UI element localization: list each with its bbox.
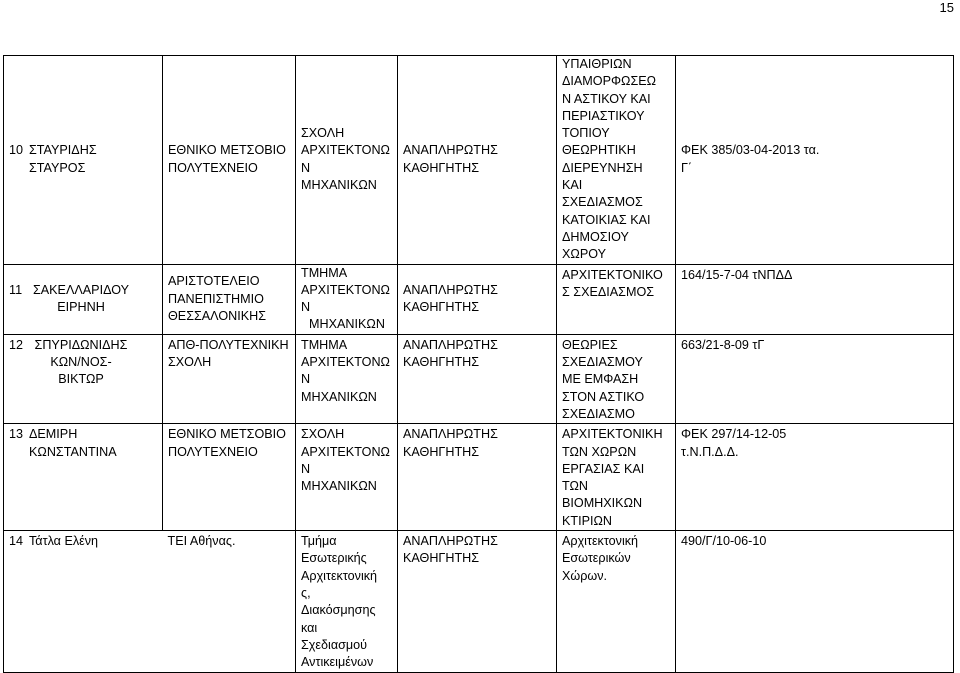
name-line: ΣΤΑΥΡΙΔΗΣ [29, 143, 97, 158]
field-line: ΘΕΩΡΗΤΙΚΗ [562, 143, 636, 158]
department-line: ΑΡΧΙΤΕΚΤΟΝΩ [301, 355, 390, 370]
field-line: ΤΩΝ [562, 479, 588, 494]
institution-cell [163, 334, 296, 423]
institution-line: ΠΟΛΥΤΕΧΝΕΙΟ [168, 444, 258, 459]
department-line: ΣΧΟΛΗ [301, 427, 345, 442]
rank-line: ΚΑΘΗΓΗΤΗΣ [403, 300, 480, 315]
field-line: ΚΑΙ [562, 178, 583, 193]
field-line: ΘΕΩΡΙΕΣ [562, 337, 618, 352]
rank-line: ΚΑΘΗΓΗΤΗΣ [403, 160, 480, 175]
field-line: ΤΩΝ ΧΩΡΩΝ [562, 444, 637, 459]
name-line: ΣΠΥΡΙΔΩΝΙΔΗΣ [34, 337, 128, 352]
name-cell [4, 424, 163, 531]
department-line: ΜΗΧΑΝΙΚΩΝ [309, 317, 385, 332]
department-line: ΣΧΟΛΗ [301, 126, 345, 141]
department-cell [296, 264, 398, 334]
field-line: ΤΟΠΙΟΥ [562, 126, 610, 141]
field-line: ΣΤΟΝ ΑΣΤΙΚΟ [562, 389, 645, 404]
department-line: ΜΗΧΑΝΙΚΩΝ [301, 389, 377, 404]
name-line: Τάτλα Ελένη [29, 534, 99, 549]
row-number: 10 [9, 143, 24, 158]
field-line: ΑΡΧΙΤΕΚΤΟΝΙΚΗ [562, 427, 663, 442]
department-line: ΑΡΧΙΤΕΚΤΟΝΩ [301, 143, 390, 158]
department-line: ΑΡΧΙΤΕΚΤΟΝΩ [301, 282, 390, 297]
institution-cell [163, 264, 296, 334]
field-line: ΑΡΧΙΤΕΚΤΟΝΙΚΟ [562, 267, 663, 282]
department-line: Αρχιτεκτονική [301, 568, 378, 583]
rank-line: ΑΝΑΠΛΗΡΩΤΗΣ [403, 534, 498, 549]
department-cell [296, 531, 398, 673]
gazette-line: 663/21-8-09 τΓ [681, 337, 765, 352]
field-line: ΜΕ ΕΜΦΑΣΗ [562, 372, 639, 387]
field-line: Σ ΣΧΕΔΙΑΣΜΟΣ [562, 284, 655, 299]
row-number: 11 [9, 282, 23, 297]
gazette-cell [676, 264, 954, 334]
department-line: Ν [301, 160, 311, 175]
rank-line: ΑΝΑΠΛΗΡΩΤΗΣ [403, 143, 498, 158]
table-row [4, 334, 954, 423]
row-number: 12 [9, 337, 24, 352]
gazette-cell [676, 334, 954, 423]
field-line: ΔΗΜΟΣΙΟΥ [562, 229, 629, 244]
table-row [4, 531, 954, 673]
name-line: ΣΑΚΕΛΛΑΡΙΔΟΥ [32, 282, 130, 297]
institution-line: ΤΕΙ Αθήνας. [167, 534, 236, 549]
name-line: ΔΕΜΙΡΗ [29, 427, 78, 442]
gazette-cell [676, 424, 954, 531]
gazette-line: ΦΕΚ 385/03-04-2013 τα. [681, 143, 820, 158]
gazette-line: 490/Γ/10-06-10 [681, 534, 767, 549]
department-cell [296, 424, 398, 531]
field-cell [557, 424, 676, 531]
gazette-line: 164/15-7-04 τΝΠΔΔ [681, 267, 793, 282]
department-line: Σχεδιασμού [301, 637, 368, 652]
field-line: Ν ΑΣΤΙΚΟΥ ΚΑΙ [562, 91, 651, 106]
row-number: 14 [9, 534, 24, 549]
rank-cell [398, 334, 557, 423]
rank-line: ΑΝΑΠΛΗΡΩΤΗΣ [403, 282, 498, 297]
rank-cell [398, 424, 557, 531]
field-line: ΚΤΙΡΙΩΝ [562, 513, 612, 528]
institution-line: ΠΑΝΕΠΙΣΤΗΜΙΟ [168, 291, 264, 306]
institution-line: ΕΘΝΙΚΟ ΜΕΤΣΟΒΙΟ [168, 143, 286, 158]
gazette-cell [676, 531, 954, 673]
department-line: ΤΜΗΜΑ [301, 337, 348, 352]
gazette-line: ΦΕΚ 297/14-12-05 [681, 427, 787, 442]
faculty-table [3, 55, 954, 673]
institution-line: ΠΟΛΥΤΕΧΝΕΙΟ [168, 160, 258, 175]
institution-cell [163, 424, 296, 531]
gazette-line: Γ΄ [681, 160, 693, 175]
institution-cell [163, 531, 296, 673]
rank-line: ΚΑΘΗΓΗΤΗΣ [403, 355, 480, 370]
table-row [4, 56, 954, 265]
field-cell [557, 264, 676, 334]
field-line: Αρχιτεκτονική [562, 534, 639, 549]
department-cell [296, 56, 398, 265]
rank-line: ΚΑΘΗΓΗΤΗΣ [403, 551, 480, 566]
rank-cell [398, 56, 557, 265]
department-line: ΜΗΧΑΝΙΚΩΝ [301, 178, 377, 193]
field-line: ΧΩΡΟΥ [562, 247, 607, 262]
department-line: Τμήμα [301, 534, 337, 549]
field-line: Χώρων. [562, 568, 608, 583]
department-line: ΤΜΗΜΑ [301, 265, 348, 280]
department-cell [296, 334, 398, 423]
department-line: Ν [301, 300, 311, 315]
name-line: ΕΙΡΗΝΗ [57, 300, 105, 315]
field-line: ΕΡΓΑΣΙΑΣ ΚΑΙ [562, 461, 645, 476]
field-line: ΥΠΑΙΘΡΙΩΝ [562, 57, 632, 71]
institution-line: ΑΠΘ-ΠΟΛΥΤΕΧΝΙΚΗ [168, 337, 289, 352]
name-line: ΚΩΝ/ΝΟΣ-ΒΙΚΤΩΡ [50, 355, 112, 387]
name-cell [4, 264, 163, 334]
name-cell [4, 531, 163, 673]
name-cell [4, 334, 163, 423]
field-line: ΔΙΕΡΕΥΝΗΣΗ [562, 160, 643, 175]
name-line: ΣΤΑΥΡΟΣ [29, 160, 86, 175]
field-cell [557, 334, 676, 423]
institution-cell [163, 56, 296, 265]
department-line: ΑΡΧΙΤΕΚΤΟΝΩ [301, 444, 390, 459]
gazette-line: τ.Ν.Π.Δ.Δ. [681, 444, 739, 459]
field-line: ΣΧΕΔΙΑΣΜΟΣ [562, 195, 643, 210]
institution-line: ΕΘΝΙΚΟ ΜΕΤΣΟΒΙΟ [168, 427, 286, 442]
department-line: ΜΗΧΑΝΙΚΩΝ [301, 479, 377, 494]
rank-cell [398, 264, 557, 334]
field-line: ΠΕΡΙΑΣΤΙΚΟΥ [562, 108, 645, 123]
rank-line: ΑΝΑΠΛΗΡΩΤΗΣ [403, 427, 498, 442]
page-number: 15 [939, 0, 954, 15]
department-line: Ν [301, 461, 311, 476]
name-cell [4, 56, 163, 265]
field-cell [557, 531, 676, 673]
field-line: Εσωτερικών [562, 551, 631, 566]
field-line: ΣΧΕΔΙΑΣΜΟ [562, 406, 635, 421]
department-line: Διακόσμησης [301, 603, 376, 618]
department-line: ς, [301, 585, 311, 600]
field-line: ΒΙΟΜΗΧΙΚΩΝ [562, 496, 643, 511]
department-line: και [301, 620, 318, 635]
department-line: Ν [301, 372, 311, 387]
name-line: ΚΩΝΣΤΑΝΤΙΝΑ [29, 444, 117, 459]
department-line: Εσωτερικής [301, 551, 367, 566]
table-row [4, 424, 954, 531]
field-line: ΔΙΑΜΟΡΦΩΣΕΩ [562, 74, 657, 89]
table-row [4, 264, 954, 334]
rank-line: ΑΝΑΠΛΗΡΩΤΗΣ [403, 337, 498, 352]
rank-line: ΚΑΘΗΓΗΤΗΣ [403, 444, 480, 459]
field-line: ΣΧΕΔΙΑΣΜΟΥ [562, 355, 643, 370]
department-line: Αντικειμένων [301, 655, 374, 670]
institution-line: ΣΧΟΛΗ [168, 355, 212, 370]
field-line: ΚΑΤΟΙΚΙΑΣ ΚΑΙ [562, 212, 651, 227]
gazette-cell [676, 56, 954, 265]
field-cell [557, 56, 676, 265]
rank-cell [398, 531, 557, 673]
institution-line: ΑΡΙΣΤΟΤΕΛΕΙΟ [168, 274, 260, 289]
institution-line: ΘΕΣΣΑΛΟΝΙΚΗΣ [168, 308, 266, 323]
row-number: 13 [9, 427, 24, 442]
